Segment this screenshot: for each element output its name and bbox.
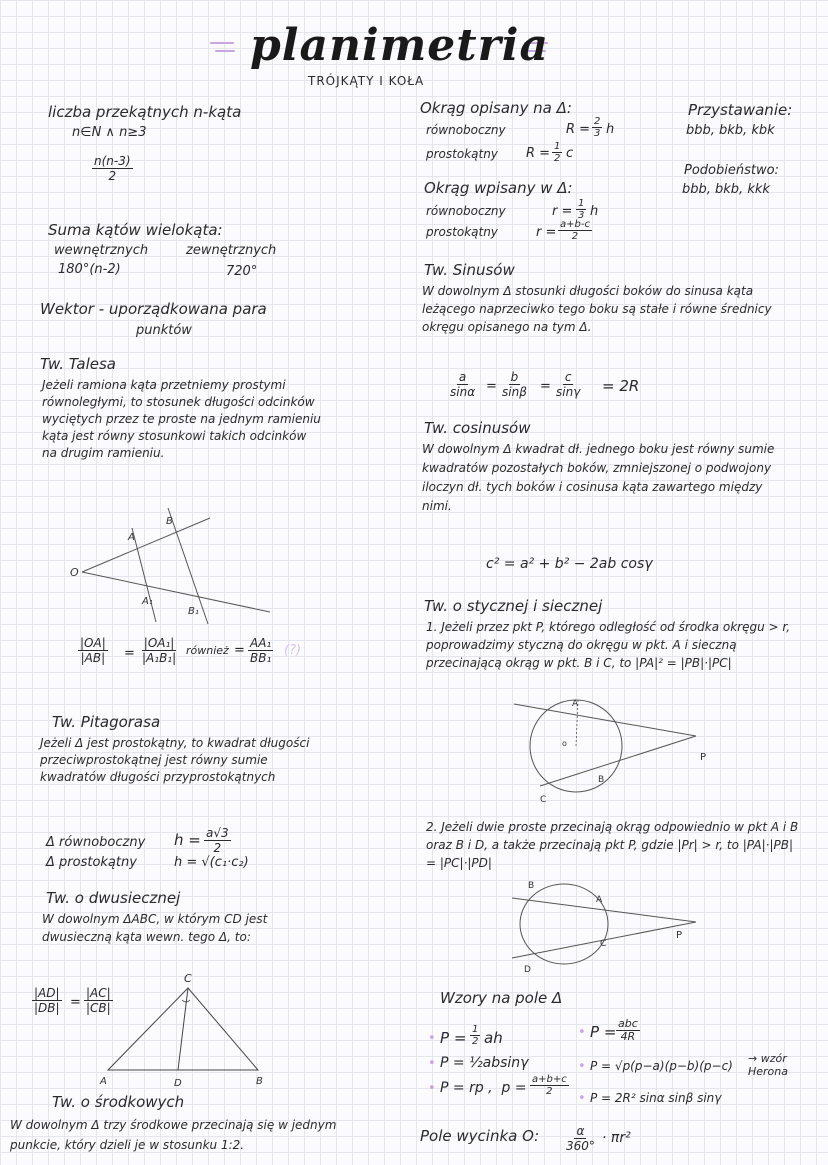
sines-fraction-b xyxy=(500,370,529,399)
area-f4-a: P = xyxy=(590,1023,617,1041)
circum-eq-den: 3 xyxy=(594,128,601,139)
bisector-label-c: C xyxy=(184,972,192,985)
sines-num-a: a xyxy=(458,370,467,384)
circum-rt-num: 1 xyxy=(554,141,561,152)
sector-fraction xyxy=(564,1124,597,1153)
circum-rt-fraction xyxy=(552,141,562,164)
congruence-value: bbb, bkb, kbk xyxy=(686,123,775,138)
area-f3: P = rp , p = xyxy=(440,1080,527,1096)
medians-title: Tw. o środkowych xyxy=(52,1093,185,1111)
talesa-f2-num: |OA₁| xyxy=(143,636,175,650)
incircle-rt-den: 2 xyxy=(571,231,579,242)
angles-outer-label: zewnętrznych xyxy=(186,243,277,258)
angles-inner-label: wewnętrznych xyxy=(54,243,149,258)
diagonals-title: liczba przekątnych n-kąta xyxy=(48,103,242,121)
angles-title: Suma kątów wielokąta: xyxy=(48,221,223,239)
bisector-label-b: B xyxy=(256,1076,263,1087)
tangent2-label-a: A xyxy=(596,895,603,905)
cosines-title: Tw. cosinusów xyxy=(424,419,531,437)
sines-num-b: b xyxy=(510,370,519,384)
pitagoras-equilateral-label: Δ równoboczny xyxy=(46,835,146,850)
tangent2-label-d: D xyxy=(524,965,531,975)
bisector-fraction-1 xyxy=(32,986,62,1015)
sines-num-c: c xyxy=(564,370,572,384)
tangent-point-1: 1. Jeżeli przez pkt P, którego odległość od środka okręgu > r, poprowadzimy styczną do okręgu w pkt. A i sieczną przecinającą okrąg w pkt. B i C, to |PA|² = |PB|·|PC| xyxy=(426,620,791,670)
circum-rt-c: c xyxy=(566,146,574,161)
incircle-rt-fraction xyxy=(558,219,592,242)
sines-den-c: sinγ xyxy=(556,385,581,399)
sines-fraction-c xyxy=(554,370,582,399)
pitagoras-eq-den: 2 xyxy=(213,841,222,855)
bisector-f1-den: |DB| xyxy=(34,1001,60,1015)
cosines-formula: c² = a² + b² − 2ab cosγ xyxy=(486,556,653,572)
similarity-value: bbb, bkb, kkk xyxy=(682,182,770,197)
bisector-label-a: A xyxy=(100,1076,107,1087)
tangent2-label-p: P xyxy=(676,930,683,941)
bisector-f2-num: |AC| xyxy=(86,986,111,1000)
bullet-dot: • xyxy=(428,1056,436,1071)
talesa-fraction-3 xyxy=(248,636,273,665)
diagonals-denominator: 2 xyxy=(108,169,117,183)
area-f3-num: a+b+c xyxy=(532,1074,567,1085)
angles-inner-value: 180°(n-2) xyxy=(58,262,121,277)
talesa-fraction-2 xyxy=(140,636,178,665)
circum-rt-r: R = xyxy=(526,146,551,161)
incircle-title: Okrąg wpisany w Δ: xyxy=(424,179,573,197)
vector-line2: punktów xyxy=(136,323,192,338)
equals-sign: = xyxy=(234,643,245,658)
diagonals-formula xyxy=(92,154,133,183)
talesa-f1-den: |AB| xyxy=(80,651,106,665)
equals-sign: = xyxy=(486,379,497,394)
bisector-title: Tw. o dwusiecznej xyxy=(46,889,181,907)
incircle-equilateral-label: równoboczny xyxy=(426,204,506,218)
circum-rt-den: 2 xyxy=(554,153,561,164)
incircle-eq-h: h xyxy=(590,204,599,219)
area-f2: P = ½absinγ xyxy=(440,1055,529,1071)
circum-equilateral-label: równoboczny xyxy=(426,123,506,137)
area-f6: P = 2R² sinα sinβ sinγ xyxy=(590,1091,722,1105)
page-subtitle: TRÓJKĄTY I KOŁA xyxy=(308,74,425,88)
pitagoras-eq-h: h = xyxy=(174,831,201,849)
area-f5: P = √p(p−a)(p−b)(p−c) xyxy=(590,1059,733,1073)
sector-den: 360° xyxy=(566,1139,595,1153)
talesa-fraction-1 xyxy=(78,636,108,665)
talesa-label-a: A xyxy=(128,532,135,543)
area-heron: → wzór Herona xyxy=(748,1052,789,1078)
area-title: Wzory na pole Δ xyxy=(440,989,563,1007)
equals-sign: = xyxy=(540,379,551,394)
area-f4-num: abc xyxy=(618,1017,638,1030)
circum-eq-h: h xyxy=(606,122,615,137)
incircle-right-label: prostokątny xyxy=(426,225,498,239)
equals-sign: = xyxy=(70,995,81,1010)
tangent1-label-a: A xyxy=(572,699,579,709)
talesa-also: również xyxy=(186,644,229,657)
sector-tail: · πr² xyxy=(602,1130,631,1146)
talesa-label-b: B xyxy=(166,516,173,527)
bisector-f1-num: |AD| xyxy=(34,986,60,1000)
diagonals-condition: n∈N ∧ n≥3 xyxy=(72,125,147,140)
sines-result: = 2R xyxy=(602,377,640,395)
pitagoras-eq-num: a√3 xyxy=(206,826,229,840)
circum-right-label: prostokątny xyxy=(426,147,498,161)
talesa-question: (?) xyxy=(284,643,302,658)
talesa-diagram xyxy=(60,500,280,630)
sector-label: Pole wycinka O: xyxy=(420,1127,540,1145)
tangent-diagram-2 xyxy=(506,880,736,975)
tangent2-label-c: C xyxy=(600,939,607,949)
diagonals-numerator: n(n-3) xyxy=(94,154,131,168)
pitagoras-right-h: h = √(c₁·c₂) xyxy=(174,855,249,870)
area-f1-a: P = xyxy=(440,1029,467,1047)
bisector-text: W dowolnym ΔABC, w którym CD jest dwusieczną kąta wewn. tego Δ, to: xyxy=(42,912,268,944)
tangent1-label-p: P xyxy=(700,752,707,763)
congruence-title: Przystawanie: xyxy=(688,101,793,119)
talesa-f3-num: AA₁ xyxy=(250,636,272,650)
tangent2-label-b: B xyxy=(528,881,535,891)
pitagoras-right-label: Δ prostokątny xyxy=(46,855,137,870)
incircle-eq-num: 1 xyxy=(578,198,585,209)
cosines-text: W dowolnym Δ kwadrat dł. jednego boku jest równy sumie kwadratów pozostałych boków, zmniejszonej o podwojony iloczyn dł. tych boków i cosinusa kąta zawartego między nimi. xyxy=(422,442,775,513)
area-f3-den: 2 xyxy=(546,1086,553,1097)
circum-eq-r: R = xyxy=(566,122,591,137)
area-f1-den: 2 xyxy=(472,1036,479,1047)
tangent1-label-c: C xyxy=(540,795,547,805)
area-f4-fraction xyxy=(616,1018,640,1043)
tangent-diagram-1 xyxy=(520,694,750,814)
vector-line1: Wektor - uporządkowana para xyxy=(40,300,267,318)
tangent-title: Tw. o stycznej i siecznej xyxy=(424,597,603,615)
talesa-f3-den: BB₁ xyxy=(250,651,272,665)
sines-text: W dowolnym Δ stosunki długości boków do sinusa kąta leżącego naprzeciwko tego boku są stałe i równe średnicy okręgu opisanego na tym Δ. xyxy=(422,284,772,334)
talesa-text: Jeżeli ramiona kąta przetniemy prostymi równoległymi, to stosunek długości odcinków wyciętych przez te proste na jednym ramieniu kąta jest równy stosunkowi takich odcinków na drugim ramieniu. xyxy=(42,378,321,460)
bisector-label-d: D xyxy=(174,1078,182,1089)
pitagoras-title: Tw. Pitagorasa xyxy=(52,713,161,731)
bullet-dot: • xyxy=(428,1081,436,1096)
bullet-dot: • xyxy=(428,1031,436,1046)
sines-den-a: sinα xyxy=(450,385,476,399)
area-f1-b: ah xyxy=(484,1029,503,1047)
talesa-f1-num: |OA| xyxy=(80,636,106,650)
angles-outer-value: 720° xyxy=(226,264,258,279)
bullet-dot: • xyxy=(578,1059,586,1074)
incircle-rt-num: a+b-c xyxy=(560,219,590,230)
talesa-label-a1: A₁ xyxy=(142,596,153,607)
area-f1-num: 1 xyxy=(472,1024,479,1035)
talesa-label-o: O xyxy=(70,566,79,579)
similarity-title: Podobieństwo: xyxy=(684,163,779,178)
sines-den-b: sinβ xyxy=(502,385,527,399)
bullet-dot: • xyxy=(578,1091,586,1106)
sector-num: α xyxy=(576,1124,585,1138)
medians-text: W dowolnym Δ trzy środkowe przecinają się w jednym punkcie, który dzieli je w stosunku 1:2. xyxy=(10,1118,337,1152)
circum-title: Okrąg opisany na Δ: xyxy=(420,99,572,117)
talesa-title: Tw. Talesa xyxy=(40,355,116,373)
equals-sign: = xyxy=(124,646,135,661)
bullet-dot: • xyxy=(578,1025,586,1040)
talesa-label-b1: B₁ xyxy=(188,606,199,617)
bisector-f2-den: |CB| xyxy=(86,1001,111,1015)
area-f4-den: 4R xyxy=(620,1030,636,1043)
sines-fraction-a xyxy=(448,370,477,399)
area-f3-fraction xyxy=(530,1074,569,1097)
area-f1-fraction xyxy=(470,1024,480,1047)
tangent1-label-o: o xyxy=(562,739,567,748)
circum-eq-num: 2 xyxy=(594,116,601,127)
incircle-eq-r: r = xyxy=(552,204,573,219)
sines-title: Tw. Sinusów xyxy=(424,261,515,279)
tangent-point-2: 2. Jeżeli dwie proste przecinają okrąg odpowiednio w pkt A i B oraz B i D, a także przecinają pkt P, gdzie |Pr| > r, to |PA|·|PB| = |PC|·|PD| xyxy=(426,820,799,870)
page-title: planimetria xyxy=(250,20,549,71)
pitagoras-text: Jeżeli Δ jest prostokątny, to kwadrat długości przeciwprostokątnej jest równy sumie kwadratów długości przyprostokątnych xyxy=(40,736,310,784)
tangent1-label-b: B xyxy=(598,775,605,785)
bisector-diagram xyxy=(100,972,280,1087)
incircle-eq-fraction xyxy=(576,198,586,221)
talesa-f2-den: |A₁B₁| xyxy=(142,651,177,665)
circum-eq-fraction xyxy=(592,116,602,139)
pitagoras-eq-fraction xyxy=(204,826,231,855)
incircle-eq-den: 3 xyxy=(578,210,585,221)
incircle-rt-r: r = xyxy=(536,225,557,240)
